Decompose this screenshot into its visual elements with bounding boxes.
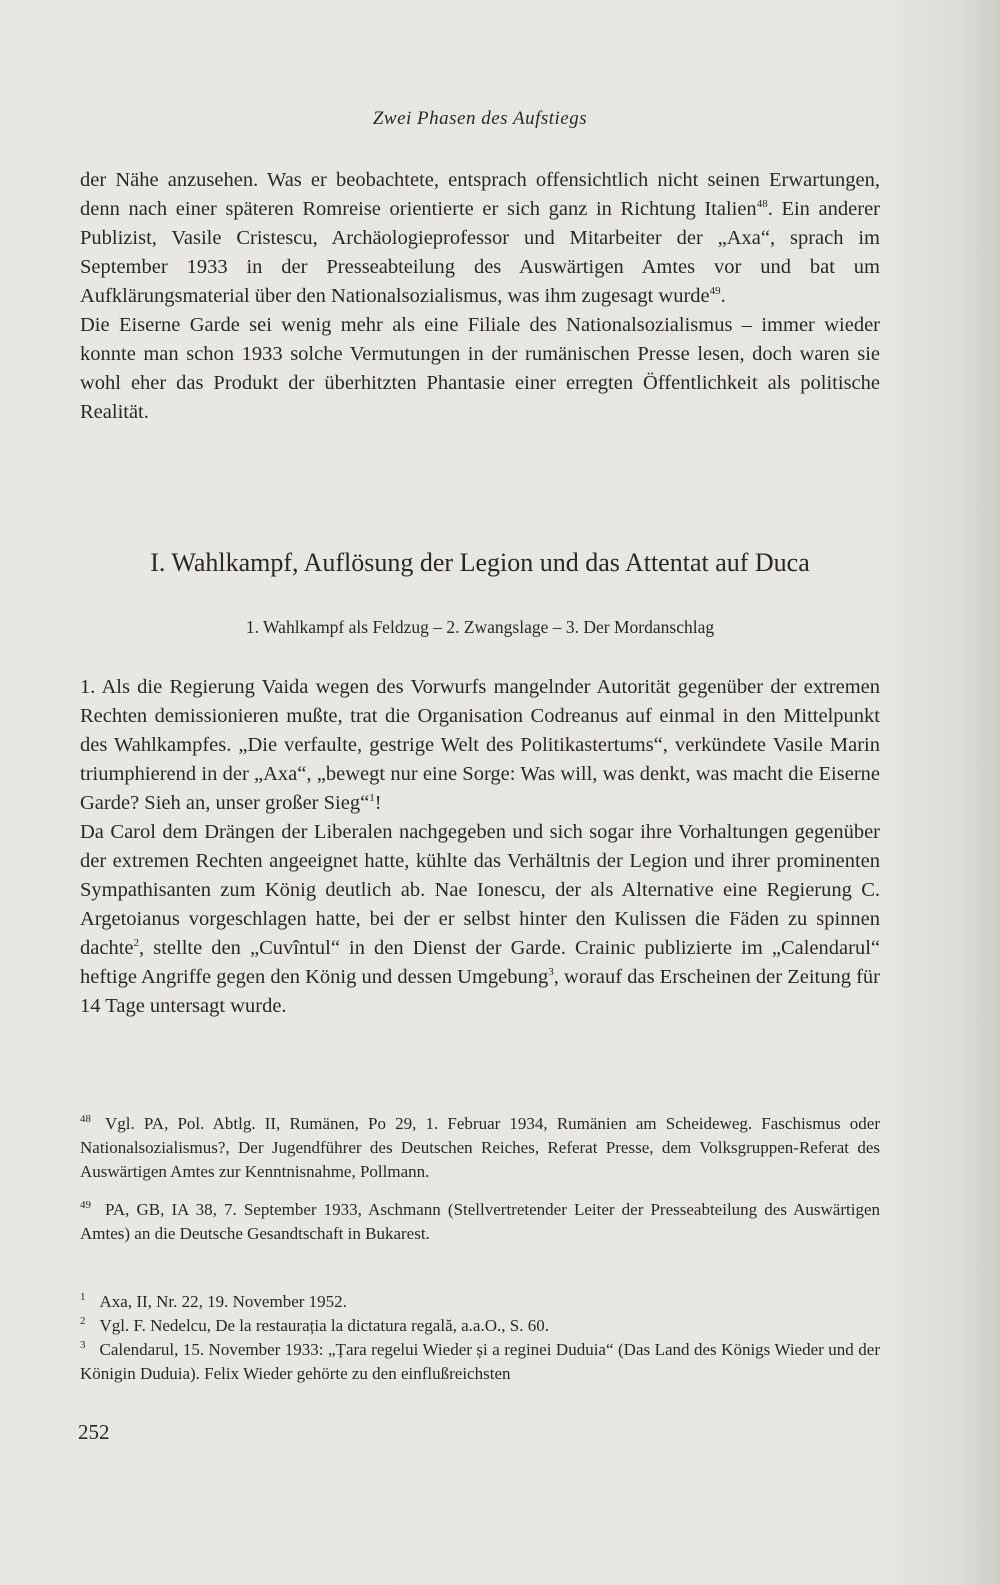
footnote-number: 48 <box>80 1113 91 1126</box>
footnote-ref-1: 1 <box>369 792 375 805</box>
paragraph-1-text-a: der Nähe anzusehen. Was er beobachtete, entsprach offensichtlich nicht seinen Erwartungen, denn nach einer späteren Romreise orientierte er sich ganz in Richtung Italien <box>80 169 880 220</box>
footnote-text: Vgl. F. Nedelcu, De la restaurația la dictatura regală, a.a.O., S. 60. <box>99 1316 549 1335</box>
paragraph-2: Die Eiserne Garde sei wenig mehr als eine Filiale des Nationalsozialismus – immer wieder konnte man schon 1933 solche Vermutungen in der rumänischen Presse lesen, doch waren sie wohl eher das Produkt der überhitzten Phantasie einer erregten Öffentlichkeit als politische Realität. <box>80 314 880 423</box>
footnote-ref-2: 2 <box>133 937 139 950</box>
footnotes-block-2 <box>80 1290 880 1386</box>
footnote-text: Axa, II, Nr. 22, 19. November 1952. <box>99 1292 347 1311</box>
footnote-text: PA, GB, IA 38, 7. September 1933, Aschmann (Stellvertretender Leiter der Presseabteilung des Auswärtigen Amtes) an die Deutsche Gesandtschaft in Bukarest. <box>80 1200 880 1243</box>
footnote-ref-48: 48 <box>756 198 768 211</box>
text-block-main <box>80 673 880 1021</box>
footnotes-block-1 <box>80 1112 880 1246</box>
footnote-2 <box>80 1314 880 1338</box>
footnote-3 <box>80 1338 880 1386</box>
footnote-ref-3: 3 <box>548 966 554 979</box>
footnote-text: Vgl. PA, Pol. Abtlg. II, Rumänen, Po 29, 1. Februar 1934, Rumänien am Scheideweg. Faschismus oder Nationalsozialismus?, Der Jugendführer des Deutschen Reiches, Referat Presse, dem Volksgruppen-Referat des Auswärtigen Amtes zur Kenntnisnahme, Pollmann. <box>80 1114 880 1181</box>
text-block-top <box>80 166 880 427</box>
section-title: I. Wahlkampf, Auflösung der Legion und das Attentat auf Duca <box>150 548 810 577</box>
page-number: 252 <box>78 1420 110 1444</box>
footnote-48 <box>80 1112 880 1184</box>
footnote-text: Calendarul, 15. November 1933: „Țara regelui Wieder și a reginei Duduia“ (Das Land des Königs Wieder und der Königin Duduia). Felix Wieder gehörte zu den einflußreichsten <box>80 1340 880 1383</box>
paragraph-1 <box>80 166 880 311</box>
paragraph-4 <box>80 818 880 1021</box>
footnote-ref-49: 49 <box>709 285 721 298</box>
paragraph-1-text-c: . <box>720 285 726 307</box>
running-head: Zwei Phasen des Aufstiegs <box>372 108 588 129</box>
paragraph-4-text-c: , worauf das Erscheinen der Zeitung für 14 Tage untersagt wurde. <box>80 966 881 1017</box>
paragraph-4-text-a: Da Carol dem Drängen der Liberalen nachgegeben und sich sogar ihre Vorhaltungen gegenüber der extremen Rechten angeeignet hatte, kühlte das Verhältnis der Legion und ihrer prominenten Sympathisanten zum König deutlich ab. Nae Ionescu, der als Alternative eine Regierung C. Argetoianus vorgeschlagen hatte, bei der er selbst hinter den Kulissen die Fäden zu spinnen dachte <box>80 821 880 959</box>
paragraph-3-text-b: ! <box>374 792 382 814</box>
paragraph-4-text-b: , stellte den „Cuvîntul“ in den Dienst der Garde. Crainic publizierte im „Calendarul“ heftige Angriffe gegen den König und dessen Umgebung <box>80 937 880 988</box>
paragraph-3 <box>80 673 880 818</box>
footnote-49 <box>80 1198 880 1246</box>
paragraph-3-text-a: 1. Als die Regierung Vaida wegen des Vorwurfs mangelnder Autorität gegenüber der extremen Rechten demissionieren mußte, trat die Organisation Codreanus auf einmal in den Mittelpunkt des Wahlkampfes. „Die verfaulte, gestrige Welt des Politikastertums“, verkündete Vasile Marin triumphierend in der „Axa“, „bewegt nur eine Sorge: Was will, was denkt, was macht die Eiserne Garde? Sieh an, unser großer Sieg“ <box>80 676 880 814</box>
footnote-1 <box>80 1290 880 1314</box>
footnote-number: 2 <box>80 1315 86 1328</box>
footnote-number: 1 <box>80 1291 86 1304</box>
section-subtitle: 1. Wahlkampf als Feldzug – 2. Zwangslage – 3. Der Mordanschlag <box>245 617 715 637</box>
footnote-number: 49 <box>80 1199 91 1212</box>
paragraph-1-text-b: . Ein anderer Publizist, Vasile Cristescu, Archäologieprofessor und Mitarbeiter der „Axa“, sprach im September 1933 in der Presseabteilung des Auswärtigen Amtes vor und bat um Aufklärungsmaterial über den Nationalsozialismus, was ihm zugesagt wurde <box>80 198 880 307</box>
footnote-number: 3 <box>80 1339 86 1352</box>
